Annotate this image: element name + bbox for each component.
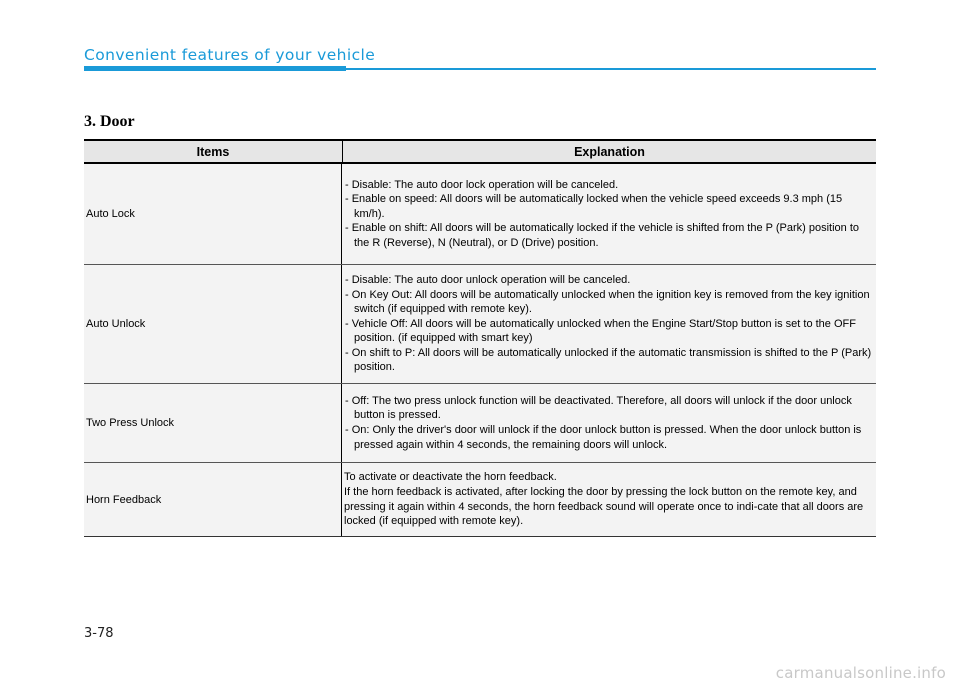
item-cell: Auto Unlock [84, 265, 342, 383]
header-rule-thick [84, 66, 346, 71]
table-row [84, 463, 876, 537]
explanation-line: - Disable: The auto door lock operation will be canceled. [345, 178, 619, 191]
column-header-explanation: Explanation [574, 144, 645, 159]
item-cell: Horn Feedback [84, 463, 342, 536]
item-cell: Two Press Unlock [84, 384, 342, 462]
explanation-line: - Enable on speed: All doors will be automatically locked when the vehicle speed exceeds 9.3 mph (15 km/h). [345, 193, 843, 220]
table-row [84, 265, 876, 384]
explanation-line: - Enable on shift: All doors will be automatically locked if the vehicle is shifted from the P (Park) position to the R (Reverse), N (Neutral), or D (Drive) position. [345, 222, 859, 249]
explanation-cell [342, 265, 876, 383]
page-number: 3-78 [84, 626, 114, 641]
explanation-cell [342, 463, 876, 536]
explanation-line: - Disable: The auto door unlock operation will be canceled. [345, 273, 631, 286]
door-settings-table [84, 139, 876, 537]
explanation-line: To activate or deactivate the horn feedback. [344, 471, 557, 484]
table-row [84, 164, 876, 265]
explanation-line: - Vehicle Off: All doors will be automatically unlocked when the Engine Start/Stop button is set to the OFF position. (if equipped with smart key) [345, 317, 856, 345]
explanation-line: - On shift to P: All doors will be automatically unlocked if the automatic transmission is shifted to the P (Park) position. [345, 346, 872, 374]
explanation-line: If the horn feedback is activated, after locking the door by pressing the lock button on the remote key, and pressing it again within 4 seconds, the horn feedback sound will operate once to indi-cate that all doors are locked (if equipped with remote key). [344, 485, 864, 528]
explanation-cell [342, 384, 876, 462]
explanation-line: - Off: The two press unlock function will be deactivated. Therefore, all doors will unlock if the door unlock button is pressed. [345, 394, 852, 422]
column-header-items: Items [84, 141, 343, 162]
header-rule-thin [346, 68, 876, 70]
explanation-cell [342, 164, 876, 264]
table-header [84, 139, 876, 164]
section-title: 3. Door [84, 113, 135, 130]
explanation-line: - On Key Out: All doors will be automatically unlocked when the ignition key is removed from the key ignition switch (if equipped with remote key). [345, 288, 870, 316]
item-cell: Auto Lock [84, 164, 342, 264]
table-row [84, 384, 876, 463]
explanation-line: - On: Only the driver's door will unlock if the door unlock button is pressed. When the door unlock button is pressed again within 4 seconds, the remaining doors will unlock. [345, 424, 862, 451]
watermark: carmanualsonline.info [775, 664, 946, 682]
chapter-header-title: Convenient features of your vehicle [84, 46, 376, 64]
